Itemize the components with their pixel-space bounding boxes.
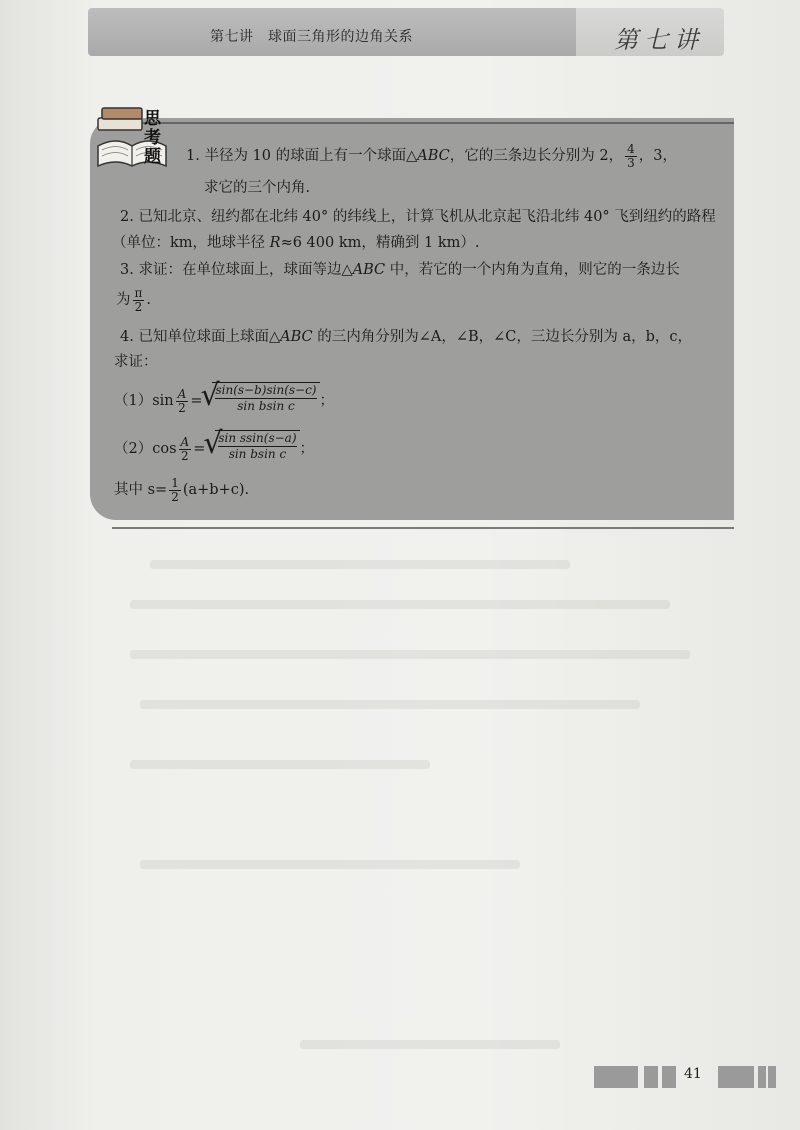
q3-text: 为 (116, 292, 131, 308)
root-numerator: sin ssin(s−a) (218, 431, 297, 445)
root-sign-icon: √ (203, 426, 223, 461)
footer-bar (594, 1066, 638, 1088)
root-numerator: sin(s−b)sin(s−c) (215, 383, 317, 397)
fraction-numerator: 4 (627, 141, 635, 156)
q3-text: 中，若它的一个内角为直角，则它的一条边长 (385, 262, 680, 278)
fraction-numerator: π (134, 285, 143, 300)
header-title: 第七讲 球面三角形的边角关系 (210, 29, 413, 45)
question-3-line-1 (120, 256, 680, 284)
fraction-denominator: 2 (171, 489, 179, 504)
q1-fraction (625, 143, 637, 170)
q3-text: 3. 求证：在单位球面上，球面等边△ (120, 262, 353, 278)
bleed-through-line (140, 860, 520, 869)
equals-sign: = (193, 441, 206, 457)
question-4-line-1 (120, 323, 692, 351)
question-4-item-1 (114, 378, 334, 420)
bleed-through-line (130, 600, 670, 609)
q4-item2-label: （2）cos (114, 441, 177, 457)
q2-radius-symbol: R (269, 235, 281, 251)
q4-where-fraction (169, 477, 181, 504)
question-3-line-2 (116, 286, 151, 314)
question-1-line-1 (186, 142, 677, 170)
question-4-item-2 (114, 426, 315, 468)
footer-bar (662, 1066, 676, 1088)
q4-item2-fraction (179, 436, 192, 463)
q1-text: ，它的三条边长分别为 2， (449, 148, 624, 164)
exercise-box-top-rule (112, 122, 734, 124)
q4-text: 的三内角分别为∠A，∠B，∠C，三边长分别为 a，b，c， (312, 329, 693, 345)
q4-item1-fraction (176, 388, 189, 415)
q4-item1-root (200, 378, 319, 420)
question-4-where (114, 476, 249, 504)
exercise-label (144, 110, 170, 167)
page-number: 41 (684, 1066, 702, 1082)
q1-text: 1. 半径为 10 的球面上有一个球面△ (186, 148, 418, 164)
footer-bar (644, 1066, 658, 1088)
q3-triangle-name: ABC (352, 262, 386, 278)
fraction-denominator: 3 (627, 155, 635, 170)
fraction-denominator: 2 (181, 448, 189, 463)
q4-text: 4. 已知单位球面上球面△ (120, 329, 281, 345)
bleed-through-line (130, 760, 430, 769)
fraction-numerator: A (180, 434, 190, 449)
q1-text: ，3， (638, 148, 677, 164)
exercise-label-char: 思 (144, 109, 161, 129)
exercise-label-char: 题 (144, 147, 161, 167)
footer-bar (758, 1066, 766, 1088)
exercise-label-char: 考 (144, 128, 161, 148)
q2-text: ≈6 400 km，精确到 1 km）. (280, 235, 480, 251)
bleed-through-line (150, 560, 570, 569)
fraction-numerator: 1 (171, 475, 179, 490)
q4-item2-root (203, 426, 299, 468)
q4-text: ； (319, 393, 334, 409)
question-2-line-2 (112, 229, 479, 257)
bleed-through-line (130, 650, 690, 659)
fraction-numerator: A (177, 386, 187, 401)
fraction-denominator: 2 (178, 400, 186, 415)
equals-sign: = (190, 393, 203, 409)
q3-fraction (133, 287, 145, 314)
fraction-denominator: 2 (134, 299, 143, 314)
q4-item1-label: （1）sin (114, 393, 174, 409)
root-sign-icon: √ (200, 378, 220, 413)
root-denominator: sin bsin c (228, 447, 287, 461)
exercise-box-bottom-rule (112, 527, 734, 529)
q4-text: ； (299, 441, 315, 457)
footer-bar (718, 1066, 754, 1088)
q3-text: . (146, 292, 151, 308)
lecture-tab-label: 第七讲 (614, 26, 704, 54)
q2-text: （单位：km，地球半径 (112, 235, 270, 251)
q4-triangle-name: ABC (280, 329, 313, 345)
root-denominator: sin bsin c (237, 399, 295, 413)
question-1-line-2: 求它的三个内角. (204, 180, 311, 196)
question-4-line-2: 求证： (114, 354, 158, 370)
footer-bar (768, 1066, 776, 1088)
q4-text: (a+b+c). (182, 482, 250, 498)
bleed-through-line (300, 1040, 560, 1049)
bleed-through-line (140, 700, 640, 709)
question-2-line-1: 2. 已知北京、纽约都在北纬 40° 的纬线上，计算飞机从北京起飞沿北纬 40° 飞到纽约的路程 (120, 209, 716, 225)
q4-text: 其中 s= (114, 482, 168, 498)
q1-triangle-name: ABC (417, 148, 450, 164)
